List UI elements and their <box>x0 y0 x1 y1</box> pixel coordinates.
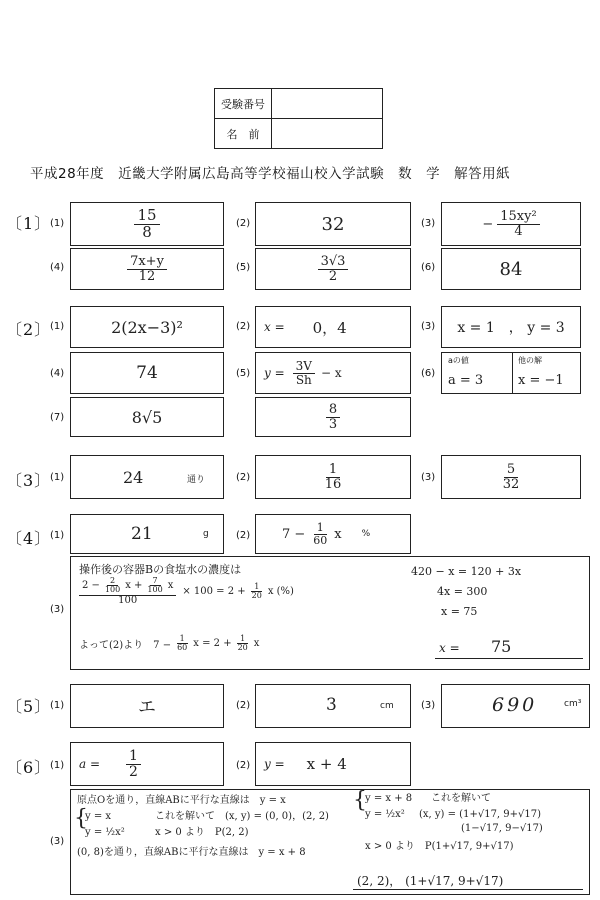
q1-2-label: (2) <box>236 218 251 229</box>
a11-num: 15 <box>134 208 159 225</box>
q6-2-label: (2) <box>236 760 251 771</box>
a61-num: 1 <box>126 749 141 765</box>
a13-num: 15xy² <box>497 210 539 225</box>
q1-6-label: (6) <box>421 262 436 273</box>
a43-l3c: 60 <box>177 643 188 653</box>
a63-w1: 原点Oを通り，直線ABに平行な直線は y = x <box>77 795 286 806</box>
section-5-label: 〔5〕 <box>6 697 52 716</box>
answer-5-2 <box>255 684 411 728</box>
q1-4-label: (4) <box>50 262 65 273</box>
a63-r2a: y = ½x² <box>365 809 405 820</box>
a63-brace-left: { <box>74 806 88 831</box>
a52-value: 3 <box>326 695 337 715</box>
q5-3-label: (3) <box>421 700 436 711</box>
a25-den: Sh <box>295 372 312 387</box>
q2-2-label: (2) <box>236 321 251 332</box>
a43-r3: x = 75 <box>441 605 478 618</box>
answer-4-2 <box>255 514 411 554</box>
a43-f1h: 1 <box>251 583 262 592</box>
a43-f1g: x <box>167 579 174 591</box>
section-2-label: 〔2〕 <box>6 320 52 339</box>
a13-den: 4 <box>514 223 523 239</box>
a43-line3 <box>79 635 259 653</box>
q1-1-label: (1) <box>50 218 65 229</box>
a43-l3e: 1 <box>237 635 248 644</box>
q6-3-label: (3) <box>50 836 65 847</box>
a63-r2b: (x, y) = (1+√17, 9+√17) <box>419 809 542 820</box>
q3-1-label: (1) <box>50 472 65 483</box>
a63-w3b: x > 0 より P(2, 2) <box>155 827 249 838</box>
q4-2-label: (2) <box>236 530 251 541</box>
q2-7-label: (7) <box>50 412 65 423</box>
a43-ans-value: 75 <box>491 637 512 656</box>
a43-f1den: 100 <box>118 594 138 606</box>
a26-divider <box>512 353 513 393</box>
answer-4-3 <box>70 556 590 670</box>
a63-r1b: これを解いて <box>431 793 491 804</box>
a62-prefix: y = <box>264 757 285 771</box>
a11-den: 8 <box>142 222 152 241</box>
answer-2-7: 8√5 <box>70 397 224 437</box>
section-4-label: 〔4〕 <box>6 529 52 548</box>
a43-r1: 420 − x = 120 + 3x <box>411 565 522 578</box>
a25-prefix: y = <box>264 366 285 380</box>
a28-den: 3 <box>328 416 338 432</box>
answer-4-1 <box>70 514 224 554</box>
answer-6-1 <box>70 742 224 786</box>
a43-l3a: よって(2)より 7 − <box>79 640 172 652</box>
name-label: 名 前 <box>215 119 272 149</box>
a63-answer-underline <box>353 889 583 890</box>
q1-5-label: (5) <box>236 262 251 273</box>
answer-1-2: 32 <box>255 202 411 246</box>
a62-value: x + 4 <box>306 755 347 773</box>
a52-unit: cm <box>380 701 394 711</box>
section-3-label: 〔3〕 <box>6 471 52 490</box>
a43-f1f: 100 <box>147 585 163 595</box>
answer-3-3 <box>441 455 581 499</box>
a41-value: 21 <box>131 524 153 544</box>
a43-f1c: 100 <box>104 585 121 595</box>
q3-2-label: (2) <box>236 472 251 483</box>
section-6-label: 〔6〕 <box>6 758 52 777</box>
a43-l3d: x = 2 + <box>193 638 232 650</box>
answer-2-1: 2(2x−3)² <box>70 306 224 348</box>
a43-l3b: 1 <box>177 635 188 644</box>
answer-1-3 <box>441 202 581 246</box>
answer-2-8 <box>255 397 411 437</box>
a41-unit: g <box>203 529 209 539</box>
a63-answer: (2, 2)， (1+√17, 9+√17) <box>357 874 504 888</box>
a63-r1a: y = x + 8 <box>365 793 413 804</box>
q2-4-label: (4) <box>50 368 65 379</box>
a31-value: 24 <box>123 468 144 487</box>
answer-6-2 <box>255 742 411 786</box>
a25-num: 3V <box>293 360 315 374</box>
a42-num: 1 <box>314 522 327 535</box>
a61-den: 2 <box>129 763 138 780</box>
a26-value-a: a = 3 <box>448 373 484 388</box>
answer-2-5 <box>255 352 411 394</box>
answer-2-3: x = 1 ， y = 3 <box>441 306 581 348</box>
a26-head-a: aの値 <box>448 356 469 365</box>
a63-r3: (1−√17, 9−√17) <box>461 823 543 834</box>
a43-f1post: × 100 = 2 + <box>182 586 246 598</box>
answer-2-2 <box>255 306 411 348</box>
q2-1-label: (1) <box>50 321 65 332</box>
q4-1-label: (1) <box>50 530 65 541</box>
a42-unit: % <box>361 529 371 539</box>
answer-2-6 <box>441 352 581 394</box>
a53-unit: cm³ <box>564 699 582 709</box>
a43-formula <box>79 577 294 606</box>
a43-l3f: 20 <box>237 643 248 653</box>
a13-sign: − <box>482 216 494 232</box>
a63-w3a: y = ½x² <box>85 827 125 838</box>
answer-1-6: 84 <box>441 248 581 290</box>
answer-3-2 <box>255 455 411 499</box>
a42-pre: 7 − <box>282 526 306 542</box>
answer-1-5 <box>255 248 411 290</box>
a42-post: x <box>334 526 342 542</box>
q3-3-label: (3) <box>421 472 436 483</box>
a63-w2b: これを解いて (x, y) = (0, 0)，(2, 2) <box>155 811 329 822</box>
answer-1-4 <box>70 248 224 290</box>
a43-f1d: x + <box>125 579 143 591</box>
a43-f1b: 2 <box>107 577 118 586</box>
a63-w2a: y = x <box>85 811 112 822</box>
a25-post: − x <box>320 366 342 380</box>
a53-value: 690 <box>492 694 538 716</box>
a63-brace-right: { <box>353 788 367 813</box>
a43-f1a: 2 − <box>82 579 100 591</box>
a43-r2: 4x = 300 <box>437 585 488 598</box>
a15-num: 3√3 <box>318 255 349 270</box>
answer-1-1 <box>70 202 224 246</box>
a63-r4: x > 0 より P(1+√17, 9+√17) <box>365 841 514 852</box>
answer-3-1 <box>70 455 224 499</box>
name-field[interactable] <box>272 119 383 149</box>
a42-den: 60 <box>313 533 328 547</box>
q2-3-label: (3) <box>421 321 436 332</box>
q6-1-label: (1) <box>50 760 65 771</box>
a14-den: 12 <box>138 268 156 284</box>
a43-f1j: x (%) <box>267 586 294 598</box>
answer-5-3 <box>441 684 590 728</box>
q5-2-label: (2) <box>236 700 251 711</box>
a43-f1e: 7 <box>150 577 161 586</box>
exam-id-box <box>214 88 383 149</box>
q5-1-label: (1) <box>50 700 65 711</box>
answer-6-3 <box>70 789 590 895</box>
a33-num: 5 <box>504 463 518 478</box>
a43-f1i: 20 <box>251 591 262 601</box>
q1-3-label: (3) <box>421 218 436 229</box>
a32-num: 1 <box>326 463 340 478</box>
exam-number-field[interactable] <box>272 89 383 119</box>
a14-num: 7x+y <box>127 255 167 270</box>
a26-head-b: 他の解 <box>518 356 542 365</box>
answer-5-1: エ <box>70 684 224 728</box>
a22-value: 0，4 <box>312 318 347 337</box>
q2-5-label: (5) <box>236 368 251 379</box>
a43-ans-prefix: x = <box>439 641 460 655</box>
a22-prefix: x = <box>264 320 285 334</box>
q4-3-label: (3) <box>50 604 65 615</box>
a33-den: 32 <box>502 476 520 492</box>
a26-value-b: x = −1 <box>518 373 564 388</box>
a63-w4: (0, 8)を通り，直線ABに平行な直線は y = x + 8 <box>77 847 306 858</box>
a43-l3g: x <box>253 638 260 650</box>
q2-6-label: (6) <box>421 368 436 379</box>
answer-2-4: 74 <box>70 352 224 394</box>
a43-line1: 操作後の容器Bの食塩水の濃度は <box>79 563 242 576</box>
page-title: 平成28年度 近畿大学附属広島高等学校福山校入学試験 数 学 解答用紙 <box>30 166 511 182</box>
a32-den: 16 <box>324 476 342 492</box>
a15-den: 2 <box>328 268 338 284</box>
a31-unit: 通り <box>187 475 206 485</box>
a61-prefix: a = <box>79 757 101 771</box>
a43-ans-underline <box>435 658 583 659</box>
section-1-label: 〔1〕 <box>6 214 52 233</box>
a28-num: 8 <box>326 403 340 418</box>
exam-number-label: 受験番号 <box>215 89 272 119</box>
